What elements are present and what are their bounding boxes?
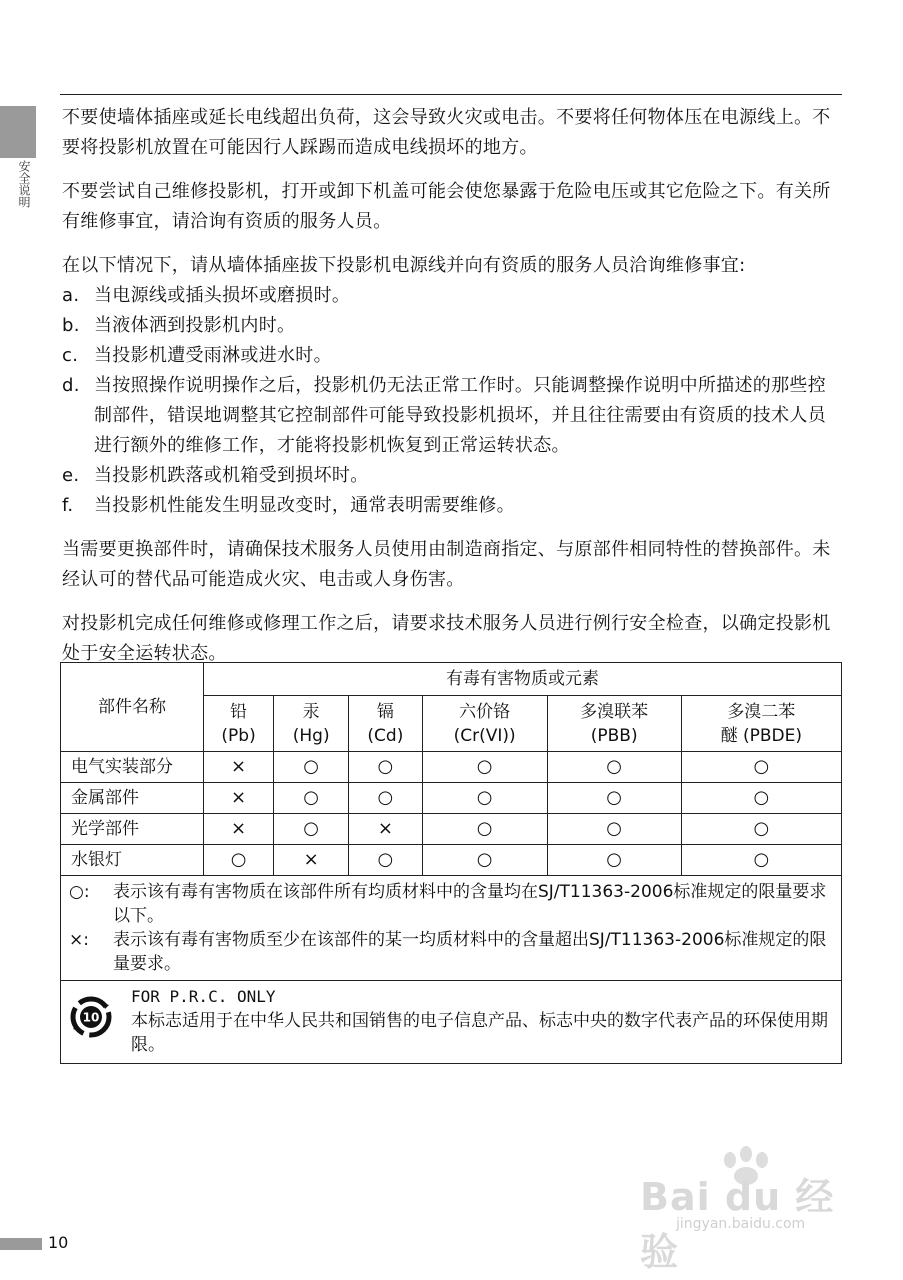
legend-symbol: ×: [69,930,89,950]
safety-content [62,103,842,683]
substance-mark: ○ [547,752,681,783]
paragraph-overload: 不要使墙体插座或延长电线超出负荷，这会导致火灾或电击。不要将任何物体压在电源线上。不要将投影机放置在可能因行人踩踢而造成电线损坏的地方。 [62,107,831,158]
column-name: 汞 [302,701,320,722]
list-item [62,341,842,371]
watermark-brand: Bai du 经验 [640,1175,835,1274]
column-name: 多溴联苯 [580,701,649,722]
list-letter: a. [62,285,80,306]
table-row [61,783,842,814]
column-symbol: (Hg) [292,725,330,746]
paragraph-self-repair: 不要尝试自己维修投影机，打开或卸下机盖可能会使您暴露于危险电压或其它危险之下。有关所有维修事宜，请洽询有资质的服务人员。 [62,181,831,232]
list-letter: f. [62,495,74,516]
column-symbol: 醚 (PBDE) [720,725,802,746]
paragraph-replacement-parts: 当需要更换部件时，请确保技术服务人员使用由制造商指定、与原部件相同特性的替换部件。未经认可的替代品可能造成火灾、电击或人身伤害。 [62,539,831,590]
list-text: 当液体洒到投影机内时。 [94,315,296,336]
substance-mark: ○ [349,845,422,876]
substance-mark: ○ [681,752,841,783]
substance-mark: ○ [349,783,422,814]
substance-mark: × [274,845,349,876]
substance-mark: ○ [547,814,681,845]
substance-mark: ○ [204,845,274,876]
list-text: 当按照操作说明操作之后，投影机仍无法正常工作时。只能调整操作说明中所描述的那些控制部件，错误地调整其它控制部件可能导致投影机损坏，并且往往需要由有资质的技术人员进行额外的维修工作，才能将投影机恢复到正常运转状态。 [94,375,826,456]
part-name: 电气实装部分 [61,752,204,783]
legend-symbol: ○: [69,882,90,902]
column-name: 镉 [376,701,394,722]
column-symbol: (Cd) [367,725,404,746]
table-row [61,845,842,876]
page-number: 10 [48,1233,69,1252]
substance-mark: ○ [681,814,841,845]
part-name-header: 部件名称 [61,663,204,752]
environmental-notice [61,981,842,1064]
substance-mark: ○ [681,783,841,814]
list-text: 当投影机性能发生明显改变时，通常表明需要维修。 [94,495,515,516]
page-tab [0,1238,42,1250]
column-header [681,696,841,752]
list-letter: d. [62,375,80,396]
legend-text: 表示该有毒有害物质在该部件所有均质材料中的含量均在SJ/T11363-2006标准规定的限量要求以下。 [113,882,827,926]
column-header [204,696,274,752]
epup-description: 本标志适用于在中华人民共和国销售的电子信息产品、标志中央的数字代表产品的环保使用期限。 [131,1011,828,1055]
epup-logo-number: 10 [82,1010,100,1025]
part-name: 光学部件 [61,814,204,845]
substance-mark: ○ [422,814,547,845]
substance-mark: ○ [422,783,547,814]
column-header [422,696,547,752]
epup-logo-icon [69,985,131,1057]
top-divider [60,94,842,95]
list-letter: c. [62,345,79,366]
legend-text: 表示该有毒有害物质至少在该部件的某一均质材料中的含量超出SJ/T11363-2006标准规定的限量要求。 [113,930,827,974]
column-name: 铅 [230,701,248,722]
substance-mark: ○ [681,845,841,876]
hazardous-substance-table [60,662,842,1064]
paragraph-safety-check: 对投影机完成任何维修或修理工作之后，请要求技术服务人员进行例行安全检查，以确定投影机处于安全运转状态。 [62,613,831,664]
list-item [62,491,842,521]
substance-mark: ○ [349,752,422,783]
substance-mark: ○ [422,752,547,783]
list-letter: e. [62,465,80,486]
column-symbol: (PBB) [590,725,638,746]
prc-only-label: FOR P.R.C. ONLY [131,987,276,1006]
list-text: 当电源线或插头损坏或磨损时。 [94,285,351,306]
substance-mark: × [349,814,422,845]
list-item [62,461,842,491]
column-symbol: (Cr(VI)) [453,725,516,746]
list-text: 当投影机跌落或机箱受到损坏时。 [94,465,369,486]
column-header [274,696,349,752]
list-item [62,371,842,461]
legend-note [69,928,833,976]
substance-mark: × [204,814,274,845]
column-name: 六价铬 [459,701,511,722]
column-header [349,696,422,752]
substance-mark: ○ [547,845,681,876]
section-label: 安全说明 [17,160,31,208]
table-row [61,814,842,845]
table-row [61,752,842,783]
list-text: 当投影机遭受雨淋或进水时。 [94,345,332,366]
watermark-url: jingyan.baidu.com [676,1216,806,1232]
legend-note [69,880,833,928]
substance-mark: ○ [547,783,681,814]
part-name: 水银灯 [61,845,204,876]
legend-notes [61,876,842,981]
baidu-watermark [640,1146,840,1274]
column-name: 多溴二苯 [727,701,796,722]
substance-mark: ○ [274,783,349,814]
column-header [547,696,681,752]
column-symbol: (Pb) [221,725,256,746]
substance-mark: × [204,752,274,783]
list-item [62,311,842,341]
substance-mark: ○ [274,814,349,845]
list-letter: b. [62,315,80,336]
section-tab [0,106,36,158]
substance-mark: ○ [274,752,349,783]
part-name: 金属部件 [61,783,204,814]
epup-logo-graphic [69,995,113,1039]
substance-mark: × [204,783,274,814]
paragraph-unplug: 在以下情况下，请从墙体插座拔下投影机电源线并向有资质的服务人员洽询维修事宜: [62,255,746,276]
list-item [62,281,842,311]
substance-group-header: 有毒有害物质或元素 [204,663,842,696]
substance-mark: ○ [422,845,547,876]
conditions-list [62,281,842,521]
